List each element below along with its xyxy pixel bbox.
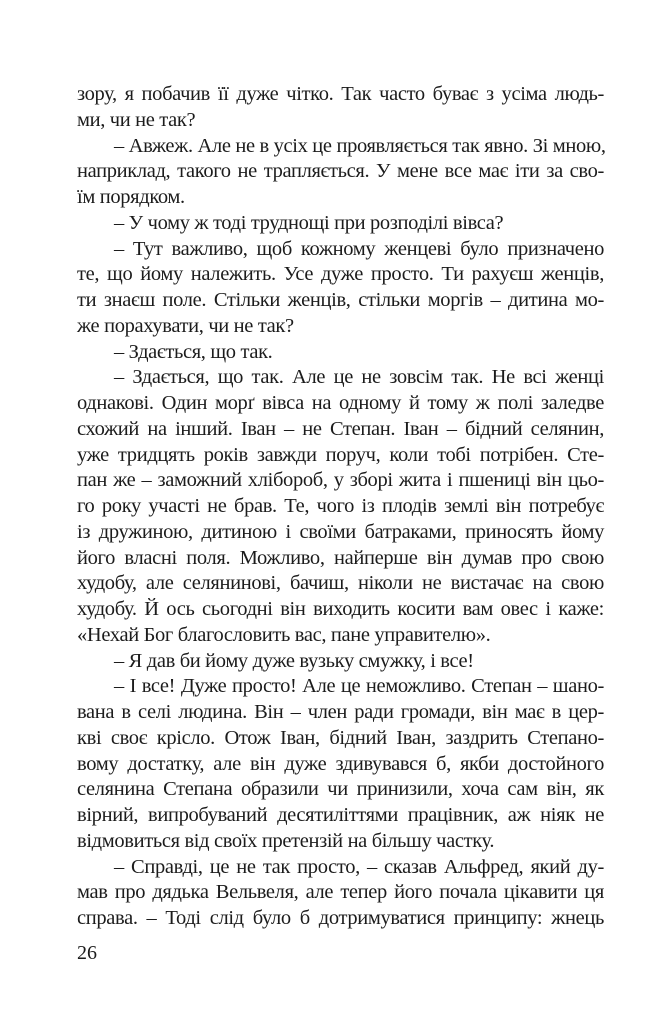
text-line: його власні поля. Можливо, найперше він думав про свою xyxy=(77,546,604,569)
text-line: однакові. Один морґ вівса на одному й тому ж полі заледве xyxy=(77,392,604,414)
text-line: їм порядком. xyxy=(77,186,185,208)
text-line: вому достатку, але він дуже здивувався б, якби достойного xyxy=(77,752,604,775)
text-line: відмовиться від своїх претензій на більшу частку. xyxy=(77,829,495,852)
text-line: схожий на інший. Іван – не Степан. Іван – бідний селянин, xyxy=(77,417,604,440)
text-line: вірний, випробуваний десятиліттями працівник, аж ніяк не xyxy=(77,804,604,826)
body-text xyxy=(77,82,604,932)
text-line: кві своє крісло. Отож Іван, бідний Іван, заздрить Степано- xyxy=(77,726,604,749)
text-line: худобу. Й ось сьогодні він виходить косити вам овес і каже: xyxy=(77,598,604,620)
text-line: – Я дав би йому дуже вузьку смужку, і все! xyxy=(114,649,474,672)
text-line: те, що йому належить. Усе дуже просто. Ти рахуєш женців, xyxy=(77,263,604,286)
text-line: – І все! Дуже просто! Але це неможливо. Степан – шано- xyxy=(114,675,604,698)
text-line: го року участі не брав. Те, чого із плодів землі він потребує xyxy=(77,495,604,517)
text-line: – Здається, що так. Але це не зовсім так. Не всі женці xyxy=(114,366,604,389)
text-line: мав про дядька Вельвеля, але тепер його почала цікавити ця xyxy=(77,881,604,904)
text-line: – Здається, що так. xyxy=(114,340,273,363)
text-line: «Нехай Бог благословить вас, пане управителю». xyxy=(77,623,491,646)
text-line: вана в селі людина. Він – член ради громади, він має в цер- xyxy=(77,701,604,723)
text-line: же порахувати, чи не так? xyxy=(77,314,294,337)
text-line: зору, я побачив її дуже чітко. Так часто буває з усіма людь- xyxy=(77,83,604,105)
text-line: ти знаєш поле. Стільки женців, стільки моргів – дитина мо- xyxy=(77,289,604,311)
text-line: худобу, але селянинові, бачиш, ніколи не вистачає на свою xyxy=(77,572,604,595)
text-line: – Тут важливо, щоб кожному женцеві було призначено xyxy=(114,237,604,260)
text-line: пан же – заможний хлібороб, у зборі жита і пшениці він цьо- xyxy=(77,469,604,492)
text-line: – У чому ж тоді труднощі при розподілі вівса? xyxy=(114,211,504,234)
text-line: ми, чи не так? xyxy=(77,108,196,131)
text-line: – Справді, це не так просто, – сказав Альфред, який ду- xyxy=(114,855,604,878)
text-line: справа. – Тоді слід було б дотримуватися принципу: жнець xyxy=(77,907,604,929)
text-line: уже тридцять років завжди поруч, коли тобі потрібен. Сте- xyxy=(77,443,604,466)
text-line: селянина Степана образили чи принизили, хоча сам він, як xyxy=(77,778,604,801)
page-number: 26 xyxy=(77,942,97,964)
text-line: наприклад, такого не трапляється. У мене все має іти за сво- xyxy=(77,160,604,183)
text-line: із дружиною, дитиною і своїми батраками, приносять йому xyxy=(77,520,604,543)
text-line: – Авжеж. Але не в усіх це проявляється так явно. Зі мною, xyxy=(114,134,606,157)
